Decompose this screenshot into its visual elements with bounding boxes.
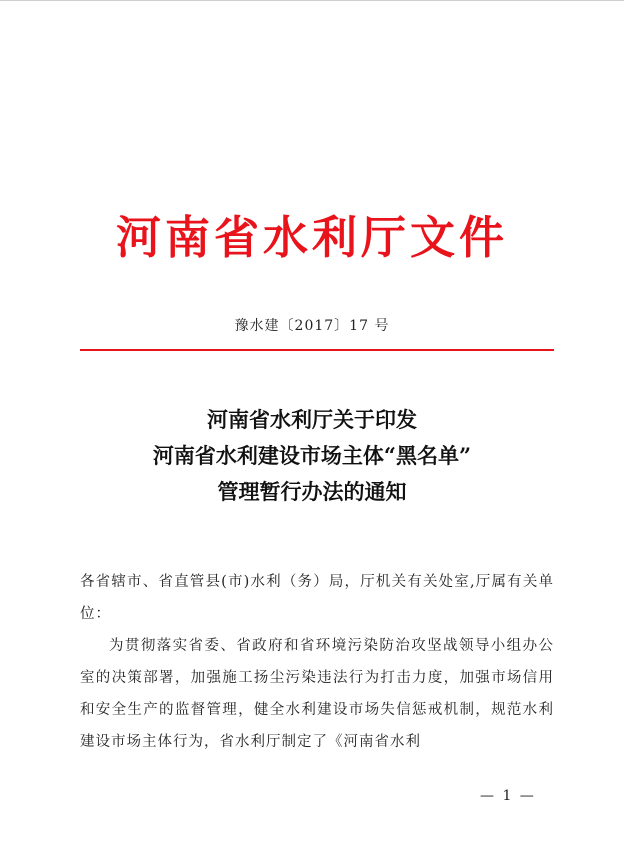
document-title xyxy=(0,402,624,510)
document-number: 豫水建〔2017〕17 号 xyxy=(234,318,390,334)
red-divider-line xyxy=(80,349,554,351)
document-header-title: 河南省水利厅文件 xyxy=(115,211,508,264)
document-title-line-3: 管理暂行办法的通知 xyxy=(217,479,407,504)
page-top-border xyxy=(0,0,624,1)
document-title-line-1: 河南省水利厅关于印发 xyxy=(207,407,417,432)
page-number: — 1 — xyxy=(480,788,536,804)
document-title-line-2: 河南省水利建设市场主体“黑名单” xyxy=(152,443,472,468)
addressee-paragraph: 各省辖市、省直管县(市)水利（务）局，厅机关有关处室,厅属有关单位： xyxy=(80,574,554,622)
body-paragraph-1: 为贯彻落实省委、省政府和省环境污染防治攻坚战领导小组办公室的决策部署，加强施工扬尘污染违法行为打击力度，加强市场信用和安全生产的监督管理，健全水利建设市场失信惩戒机制，规范水利建设市场主体行为，省水利厅制定了《河南省水利 xyxy=(80,638,554,750)
document-body xyxy=(80,566,554,758)
